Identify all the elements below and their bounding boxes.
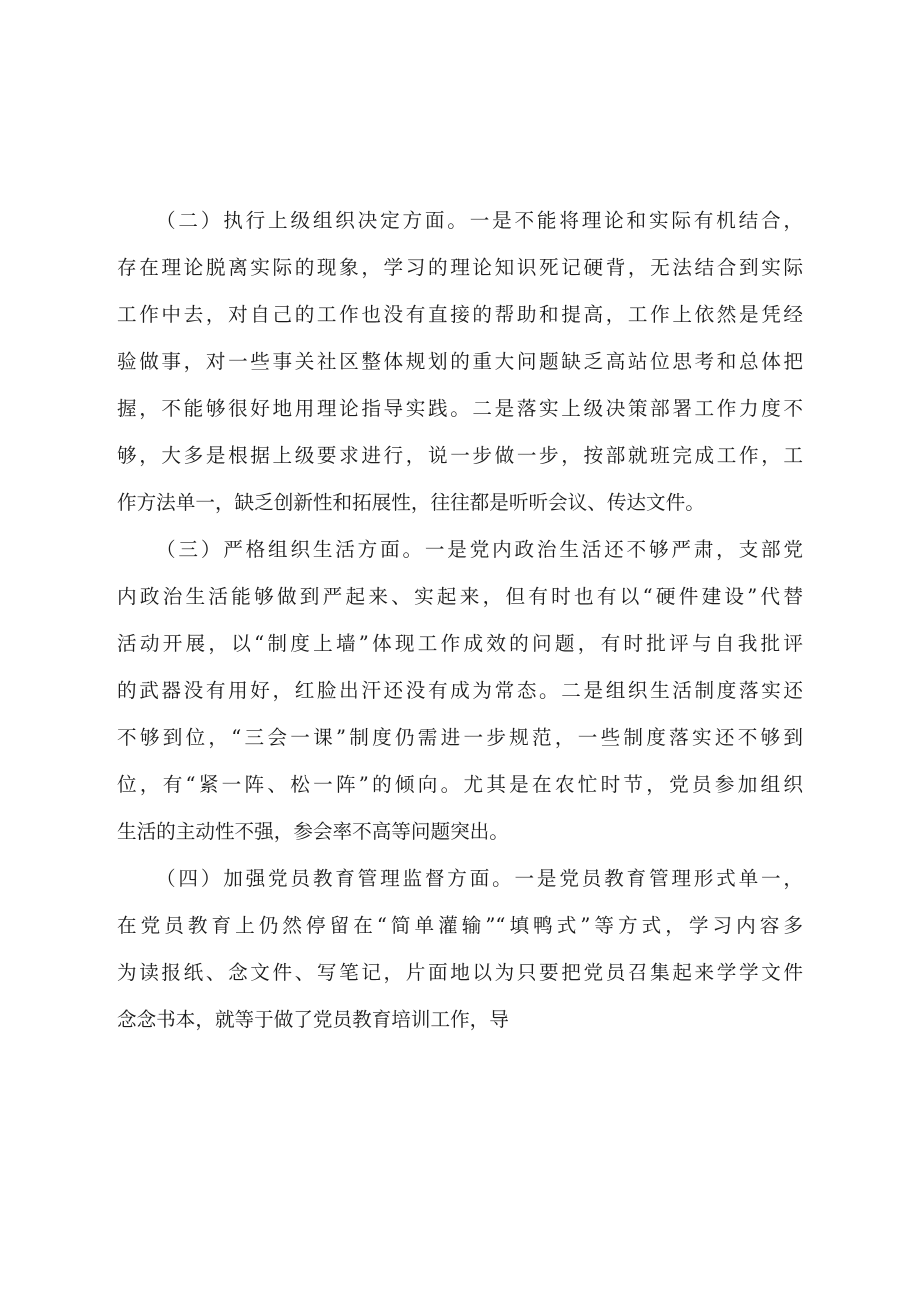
text-line: 存在理论脱离实际的现象，学习的理论知识死记硬背，无法结合到实际 [117, 256, 803, 279]
paragraph-section-4 [117, 855, 803, 1043]
text-line: （二）执行上级组织决定方面。一是不能将理论和实际有机结合， [156, 209, 803, 232]
text-line: 活动开展，以“制度上墙”体现工作成效的问题，有时批评与自我批评 [117, 632, 803, 655]
text-line: （四）加强党员教育管理监督方面。一是党员教育管理形式单一， [156, 867, 803, 890]
text-line: 在党员教育上仍然停留在“简单灌输”“填鸭式”等方式，学习内容多 [117, 914, 803, 937]
text-line: 作方法单一，缺乏创新性和拓展性，往往都是听听会议、传达文件。 [117, 491, 705, 514]
text-line: 内政治生活能够做到严起来、实起来，但有时也有以“硬件建设”代替 [117, 585, 803, 608]
text-line: 位，有“紧一阵、松一阵”的倾向。尤其是在农忙时节，党员参加组织 [117, 773, 803, 796]
text-line: 工作中去，对自己的工作也没有直接的帮助和提高，工作上依然是凭经 [117, 303, 803, 326]
text-line: 够，大多是根据上级要求进行，说一步做一步，按部就班完成工作，工 [117, 444, 803, 467]
text-line: 不够到位，“三会一课”制度仍需进一步规范，一些制度落实还不够到 [117, 726, 803, 749]
text-line: 验做事，对一些事关社区整体规划的重大问题缺乏高站位思考和总体把 [117, 350, 803, 373]
text-line: 为读报纸、念文件、写笔记，片面地以为只要把党员召集起来学学文件 [117, 961, 803, 984]
text-line: 握，不能够很好地用理论指导实践。二是落实上级决策部署工作力度不 [117, 397, 803, 420]
paragraph-section-2 [117, 197, 803, 526]
paragraph-section-3 [117, 526, 803, 855]
document-body [117, 197, 803, 1043]
text-line: 念念书本，就等于做了党员教育培训工作，导 [117, 1008, 509, 1031]
text-line: 生活的主动性不强，参会率不高等问题突出。 [117, 820, 509, 843]
text-line: 的武器没有用好，红脸出汗还没有成为常态。二是组织生活制度落实还 [117, 679, 803, 702]
text-line: （三）严格组织生活方面。一是党内政治生活还不够严肃，支部党 [156, 538, 803, 561]
